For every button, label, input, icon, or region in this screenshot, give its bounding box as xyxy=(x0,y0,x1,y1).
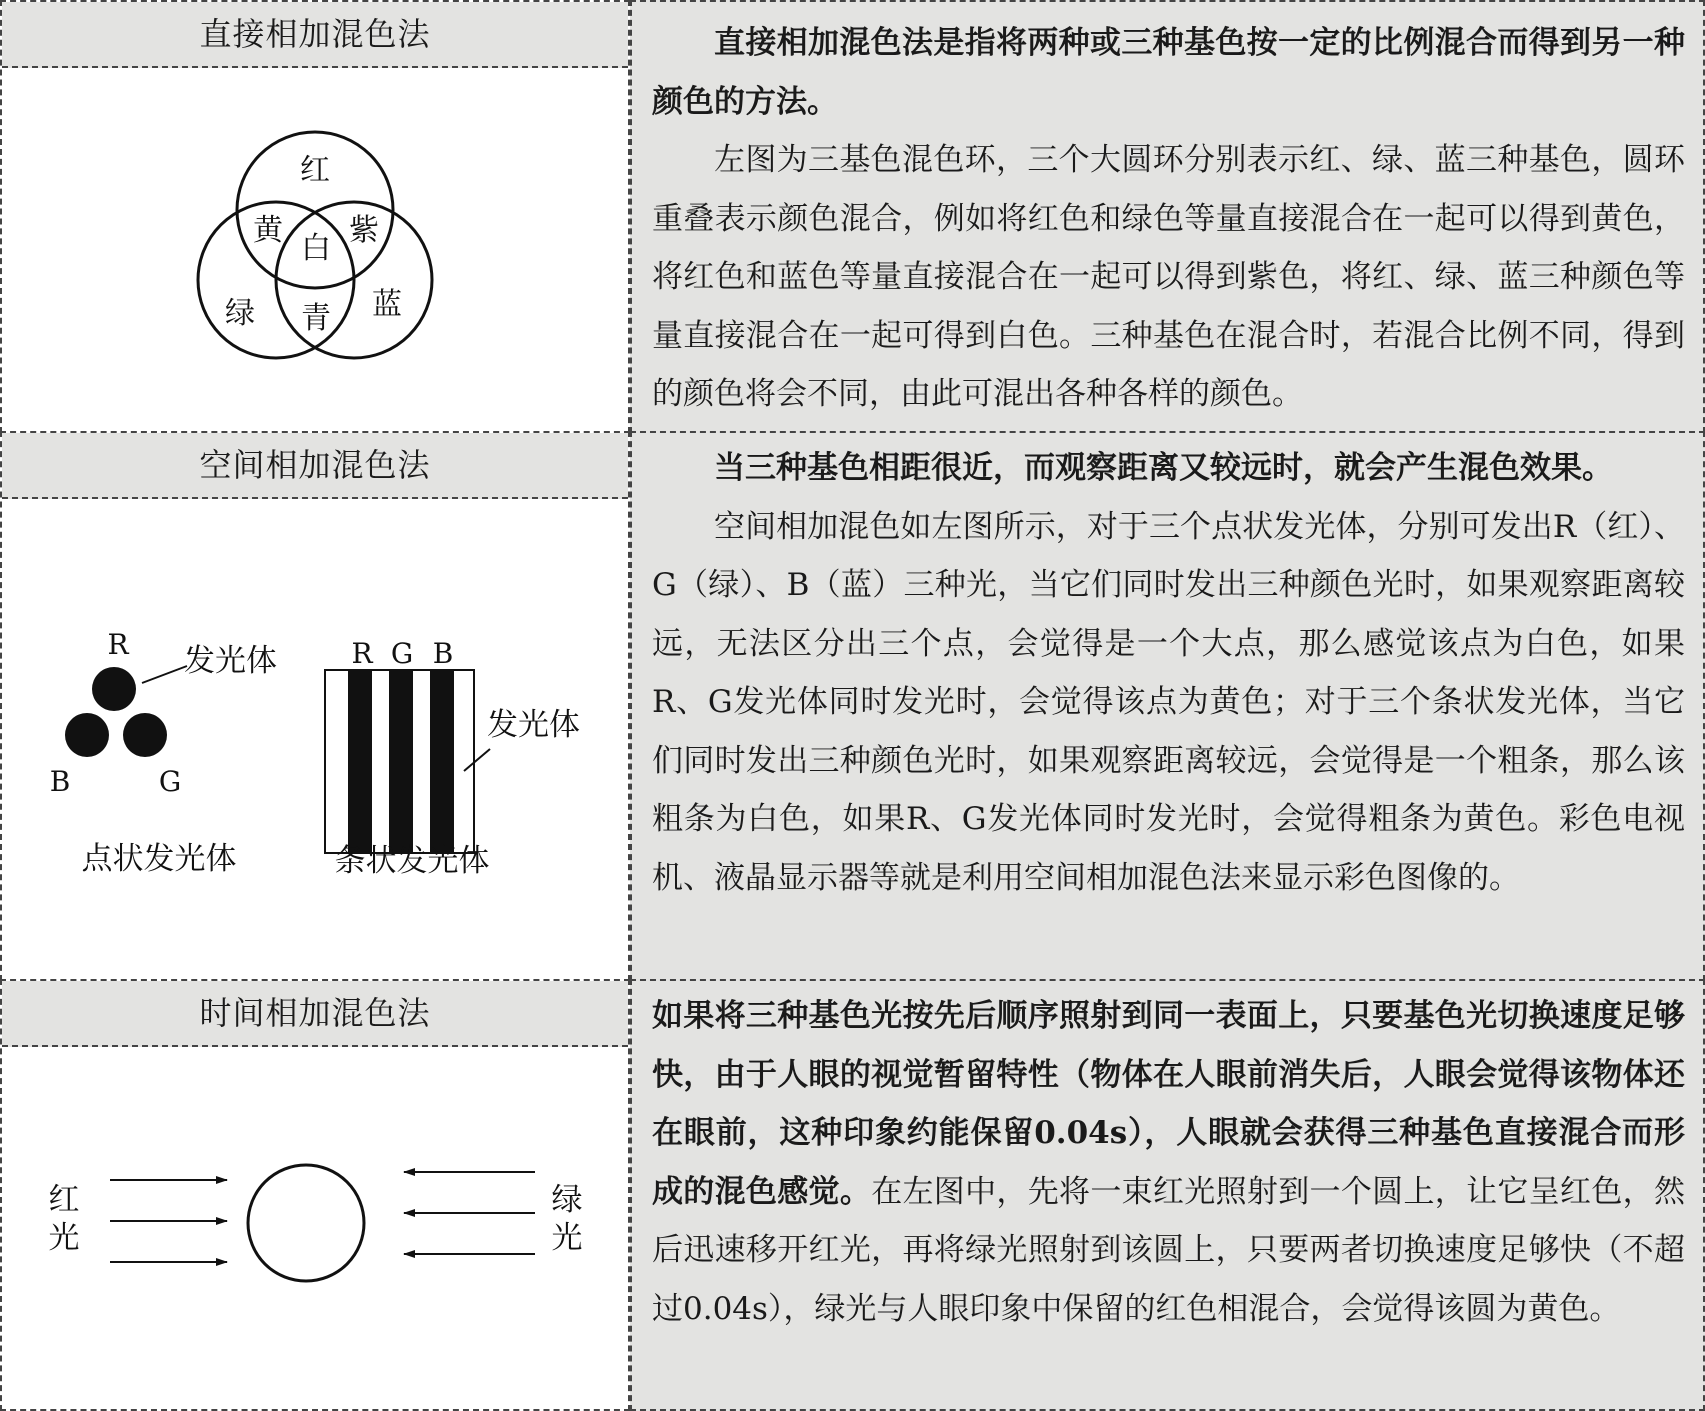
left-cell-temporal xyxy=(0,979,630,1411)
description-spatial xyxy=(652,439,1685,907)
dot-caption: 点状发光体 xyxy=(81,841,237,877)
light-switch-diagram xyxy=(2,1047,628,1409)
row-spatial-mixing xyxy=(0,431,1705,981)
venn-diagram-figure xyxy=(2,68,628,431)
lead-text-direct: 直接相加混色法是指将两种或三种基色按一定的比例混合而得到另一种颜色的方法。 xyxy=(652,25,1685,120)
body-text-direct: 左图为三基色混色环，三个大圆环分别表示红、绿、蓝三种基色，圆环重叠表示颜色混合，例如将红色和绿色等量直接混合在一起可以得到黄色，将红色和蓝色等量直接混合在一起可以得到紫色，将红、绿、蓝三种颜色等量直接混合在一起可得到白色。三种基色在混合时，若混合比例不同，得到的颜色将会不同，由此可混出各种各样的颜色。 xyxy=(652,142,1685,412)
body-text-temporal: 在左图中，先将一束红光照射到一个圆上，让它呈红色，然后迅速移开红光，再将绿光照射到该圆上，只要两者切换速度足够快（不超过0.04s），绿光与人眼印象中保留的红色相混合，会觉得该圆为黄色。 xyxy=(652,1173,1685,1327)
row-temporal-mixing xyxy=(0,979,1705,1411)
target-circle xyxy=(248,1165,364,1281)
strip-g xyxy=(389,670,413,853)
dot-leader-line xyxy=(142,666,187,683)
left-cell-spatial xyxy=(0,431,630,981)
strip-b xyxy=(430,670,454,853)
dot-label-b: B xyxy=(49,765,71,798)
dot-emitter-label: 发光体 xyxy=(184,643,277,679)
red-light-label-2: 光 xyxy=(48,1220,80,1256)
label-blue: 蓝 xyxy=(372,287,402,322)
dot-b xyxy=(65,713,109,757)
strip-r xyxy=(348,670,372,853)
body-text-spatial: 空间相加混色如左图所示，对于三个点状发光体，分别可发出R（红）、G（绿）、B（蓝）三种光，当它们同时发出三种颜色光时，如果观察距离较远，无法区分出三个点，会觉得是一个大点，那么感觉该点为白色，如果R、G发光体同时发光时，会觉得该点为黄色；对于三个条状发光体，当它们同时发出三种颜色光时，如果观察距离较远，会觉得是一个粗条，那么该粗条为白色，如果R、G发光体同时发光时，会觉得粗条为黄色。彩色电视机、液晶显示器等就是利用空间相加混色法来显示彩色图像的。 xyxy=(652,508,1685,896)
right-cell-spatial xyxy=(630,431,1705,981)
strip-label-b: B xyxy=(432,637,454,670)
dot-label-r: R xyxy=(107,628,129,661)
label-white: 白 xyxy=(301,231,331,266)
right-cell-temporal xyxy=(630,979,1705,1411)
strip-caption: 条状发光体 xyxy=(334,843,490,879)
label-green: 绿 xyxy=(225,296,255,331)
strip-label-g: G xyxy=(390,637,414,670)
strip-emitter-label: 发光体 xyxy=(487,707,580,743)
row-direct-mixing xyxy=(0,0,1705,433)
lead-text-temporal: 如果将三种基色光按先后顺序照射到同一表面上，只要基色光切换速度足够快，由于人眼的视觉暂留特性（物体在人眼前消失后，人眼会觉得该物体还在眼前，这种印象约能保留0.04s），人眼就会获得三种基色直接混合而形成的混色感觉。 xyxy=(652,998,1685,1210)
emitters-diagram xyxy=(2,499,628,979)
label-purple: 紫 xyxy=(349,213,379,248)
lead-text-spatial: 当三种基色相距很近，而观察距离又较远时，就会产生混色效果。 xyxy=(714,450,1613,486)
dot-g xyxy=(123,713,167,757)
emitters-figure xyxy=(2,499,628,979)
description-direct xyxy=(652,14,1685,424)
section-title-temporal: 时间相加混色法 xyxy=(2,981,628,1047)
red-light-label-1: 红 xyxy=(48,1182,80,1218)
label-red: 红 xyxy=(300,153,330,188)
green-light-label-1: 绿 xyxy=(551,1182,583,1218)
dot-label-g: G xyxy=(158,765,182,798)
green-light-label-2: 光 xyxy=(551,1220,583,1256)
venn-diagram xyxy=(2,68,628,431)
section-title-spatial: 空间相加混色法 xyxy=(2,433,628,499)
description-temporal xyxy=(652,987,1685,1338)
light-switch-figure xyxy=(2,1047,628,1409)
label-cyan: 青 xyxy=(301,301,331,336)
dot-r xyxy=(92,667,136,711)
label-yellow: 黄 xyxy=(253,213,283,248)
strip-label-r: R xyxy=(351,637,373,670)
section-title-direct: 直接相加混色法 xyxy=(2,2,628,68)
left-cell-direct xyxy=(0,0,630,433)
right-cell-direct xyxy=(630,0,1705,433)
